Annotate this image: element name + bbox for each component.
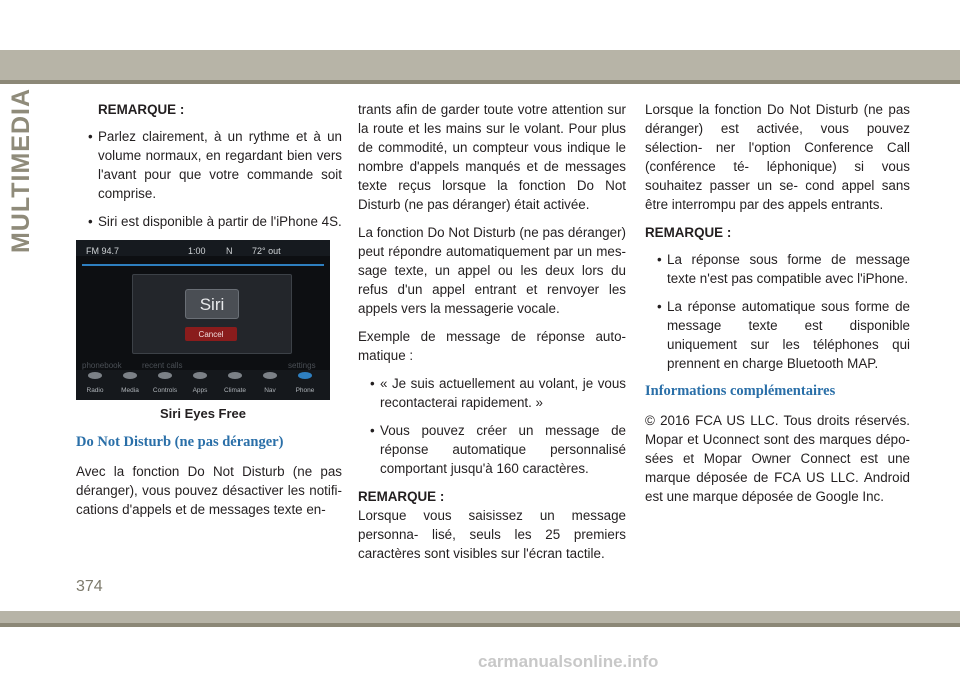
dock-item bbox=[290, 372, 320, 400]
paragraph: Avec la fonction Do Not Disturb (ne pas déranger), vous pouvez désactiver les notifi- cations d'appels et de messages texte en- bbox=[76, 464, 342, 517]
siri-screenshot bbox=[76, 240, 330, 400]
clock: 1:00 bbox=[188, 246, 206, 256]
list-item-text: La réponse automatique sous forme de message texte est disponible uniquement sur les téléphones qui prennent en charge Bluetooth MAP. bbox=[667, 299, 910, 371]
screen-accent-line bbox=[82, 264, 324, 266]
bullet-dot: • bbox=[657, 299, 662, 314]
list-item bbox=[645, 250, 910, 288]
dock-item bbox=[80, 372, 110, 400]
bullet-dot: • bbox=[88, 214, 93, 229]
footer-band bbox=[0, 611, 960, 623]
paragraph: trants afin de garder toute votre attention sur la route et les mains sur le volant. Pour plus de commodité, un compteur vous indique le nombre d'appels manqués et de messages texte reçus lorsque la fonction Do Not Disturb (ne pas déranger) était activée. bbox=[358, 102, 626, 212]
paragraph: Lorsque vous saisissez un message personna- lisé, seuls les 25 premiers caractères sont visibles sur l'écran tactile. bbox=[358, 508, 626, 561]
list-item-text: Vous pouvez créer un message de réponse automatique personnalisé comportant jusqu'à 160 caractères. bbox=[380, 423, 626, 476]
column-3 bbox=[645, 100, 910, 515]
compass: N bbox=[226, 246, 233, 256]
bullet-dot: • bbox=[370, 376, 375, 391]
paragraph: © 2016 FCA US LLC. Tous droits réservés. Mopar et Uconnect sont des marques dépo- sées et Mopar Owner Connect est une marque déposée de FCA US LLC. Android est une marque déposée de Google Inc. bbox=[645, 413, 910, 504]
paragraph: La fonction Do Not Disturb (ne pas déranger) peut répondre automatiquement par un mes- sage texte, un appel ou les deux lors du refus d'un appel entrant et renvoyer les appels vers la messagerie vocale. bbox=[358, 225, 626, 316]
list-item bbox=[358, 421, 626, 478]
watermark: carmanualsonline.info bbox=[478, 652, 659, 671]
footer-band-rule bbox=[0, 623, 960, 627]
list-item bbox=[76, 127, 342, 203]
radio-station: FM 94.7 bbox=[86, 246, 120, 256]
dock-label: Controls bbox=[152, 387, 178, 394]
figure-caption: Siri Eyes Free bbox=[160, 406, 246, 421]
list-item bbox=[645, 297, 910, 373]
radio-icon bbox=[88, 372, 102, 379]
bullet-dot: • bbox=[657, 252, 662, 267]
settings-label: settings bbox=[288, 361, 316, 370]
paragraph: Lorsque la fonction Do Not Disturb (ne pas déranger) est activée, vous pouvez sélection- ner l'option Conference Call (conférence té- léphonique) si vous souhaitez passer un se- cond appel sans être interrompu par des appels entrants. bbox=[645, 102, 910, 212]
paragraph: Exemple de message de réponse auto- matique : bbox=[358, 329, 626, 363]
screen-dock bbox=[76, 370, 330, 400]
list-item-text: Siri est disponible à partir de l'iPhone 4S. bbox=[98, 214, 342, 229]
dock-item bbox=[255, 372, 285, 400]
list-item bbox=[358, 374, 626, 412]
section-tab bbox=[2, 87, 42, 253]
header-band-rule bbox=[0, 80, 960, 84]
controls-icon bbox=[158, 372, 172, 379]
cancel-button: Cancel bbox=[185, 327, 237, 341]
column-1 bbox=[76, 100, 342, 528]
dock-item bbox=[185, 372, 215, 400]
list-item bbox=[76, 212, 342, 231]
recent-calls-label: recent calls bbox=[142, 361, 183, 370]
remarque-label: REMARQUE : bbox=[358, 489, 445, 504]
page-number: 374 bbox=[76, 578, 103, 595]
media-icon bbox=[123, 372, 137, 379]
dock-item bbox=[220, 372, 250, 400]
dock-label: Nav bbox=[264, 387, 276, 394]
dock-label: Phone bbox=[295, 387, 315, 394]
apps-icon bbox=[193, 372, 207, 379]
nav-icon bbox=[263, 372, 277, 379]
climate-icon bbox=[228, 372, 242, 379]
list-item-text: La réponse sous forme de message texte n'est pas compatible avec l'iPhone. bbox=[667, 252, 910, 286]
section-heading: Do Not Disturb (ne pas déranger) bbox=[76, 434, 284, 450]
column-2 bbox=[358, 100, 626, 572]
dock-item bbox=[150, 372, 180, 400]
siri-button: Siri bbox=[185, 289, 239, 319]
phonebook-label: phonebook bbox=[82, 361, 122, 370]
dock-label: Climate bbox=[223, 387, 247, 394]
list-item-text: « Je suis actuellement au volant, je vous recontacterai rapidement. » bbox=[380, 376, 626, 410]
section-heading: Informations complémentaires bbox=[645, 383, 836, 399]
dock-label: Radio bbox=[86, 387, 104, 394]
remarque-label: REMARQUE : bbox=[645, 225, 732, 240]
outside-temp: 72° out bbox=[252, 246, 281, 256]
bullet-dot: • bbox=[88, 129, 93, 144]
dock-item bbox=[115, 372, 145, 400]
screen-status-bar bbox=[76, 240, 330, 256]
header-band bbox=[0, 50, 960, 80]
list-item-text: Parlez clairement, à un rythme et à un volume normaux, en regardant bien vers l'avant pour que votre commande soit comprise. bbox=[98, 129, 342, 201]
dock-label: Apps bbox=[192, 387, 208, 394]
remarque-label: REMARQUE : bbox=[98, 102, 185, 117]
section-tab-label: MULTIMEDIA bbox=[7, 87, 36, 253]
phone-icon bbox=[298, 372, 312, 379]
dock-label: Media bbox=[121, 387, 139, 394]
bullet-dot: • bbox=[370, 423, 375, 438]
siri-dialog bbox=[132, 274, 292, 354]
